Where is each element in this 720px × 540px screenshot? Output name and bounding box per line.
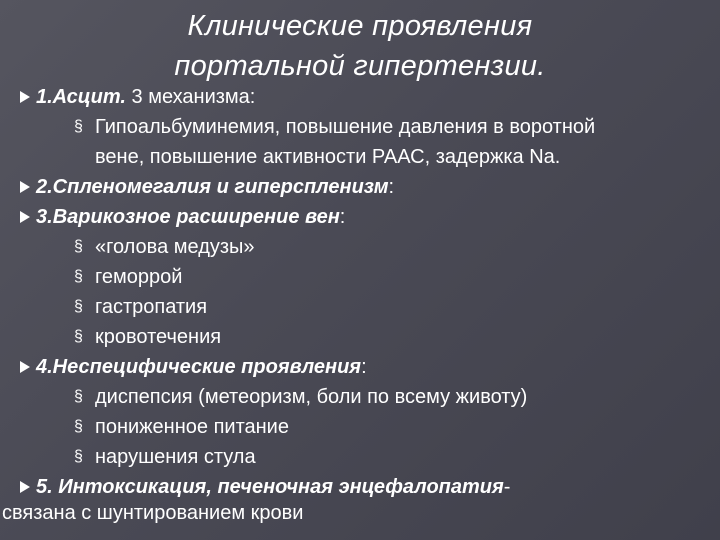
sub-item (0, 112, 716, 142)
sub-item-text: геморрой (95, 266, 183, 288)
item-heading: 4.Неспецифические проявления (36, 356, 362, 378)
sub-item-text-continued: вене, повышение активности РААС, задержка Na. (95, 146, 561, 168)
sub-item-text: «голова медузы» (95, 236, 255, 258)
page-title (0, 6, 720, 86)
list-item-varices (0, 202, 716, 232)
sub-item (0, 442, 716, 472)
arrow-right-icon (20, 361, 30, 373)
arrow-right-icon (20, 181, 30, 193)
item-heading: 2.Спленомегалия и гиперспленизм (36, 176, 389, 198)
sub-item-continuation (0, 142, 716, 172)
sub-item (0, 412, 716, 442)
section-sign-icon: § (74, 388, 83, 405)
sub-item (0, 322, 716, 352)
sub-item-text: нарушения стула (95, 446, 256, 468)
section-sign-icon: § (74, 328, 83, 345)
section-sign-icon: § (74, 118, 83, 135)
item-heading: Варикозное расширение вен (52, 206, 340, 228)
item-text-continued: связана с шунтированием крови (2, 502, 304, 524)
title-line-2: портальной гипертензии. (174, 50, 546, 82)
sub-item (0, 292, 716, 322)
section-sign-icon: § (74, 448, 83, 465)
sub-item (0, 232, 716, 262)
item-heading: 5. Интоксикация, печеночная энцефалопатия (36, 476, 504, 498)
sub-item-text: кровотечения (95, 326, 222, 348)
section-sign-icon: § (74, 298, 83, 315)
list-item-intox (0, 472, 716, 502)
sub-item-text: диспепсия (метеоризм, боли по всему животу) (95, 386, 528, 408)
sub-item-text: пониженное питание (95, 416, 289, 438)
list-item-nonspecific (0, 352, 716, 382)
item-text: : (361, 356, 367, 378)
sub-item (0, 262, 716, 292)
item-heading: 1.Асцит. (36, 86, 126, 108)
section-sign-icon: § (74, 268, 83, 285)
item-text: - (503, 476, 511, 498)
item-text: : (388, 176, 395, 198)
section-sign-icon: § (74, 238, 83, 255)
arrow-right-icon (20, 481, 30, 493)
list-item-ascites (0, 82, 716, 112)
arrow-right-icon (20, 91, 30, 103)
sub-item-text: гастропатия (95, 296, 208, 318)
sub-item-text: Гипоальбуминемия, повышение давления в воротной (95, 116, 596, 138)
content-list (0, 82, 716, 524)
sub-item (0, 382, 716, 412)
title-line-1: Клинические проявления (187, 10, 533, 42)
item-text: : (339, 206, 346, 228)
arrow-right-icon (20, 211, 30, 223)
item-number: 3. (36, 206, 53, 228)
list-item-spleno (0, 172, 716, 202)
item-text: 3 механизма: (125, 86, 256, 108)
section-sign-icon: § (74, 418, 83, 435)
item-continuation (0, 502, 716, 524)
